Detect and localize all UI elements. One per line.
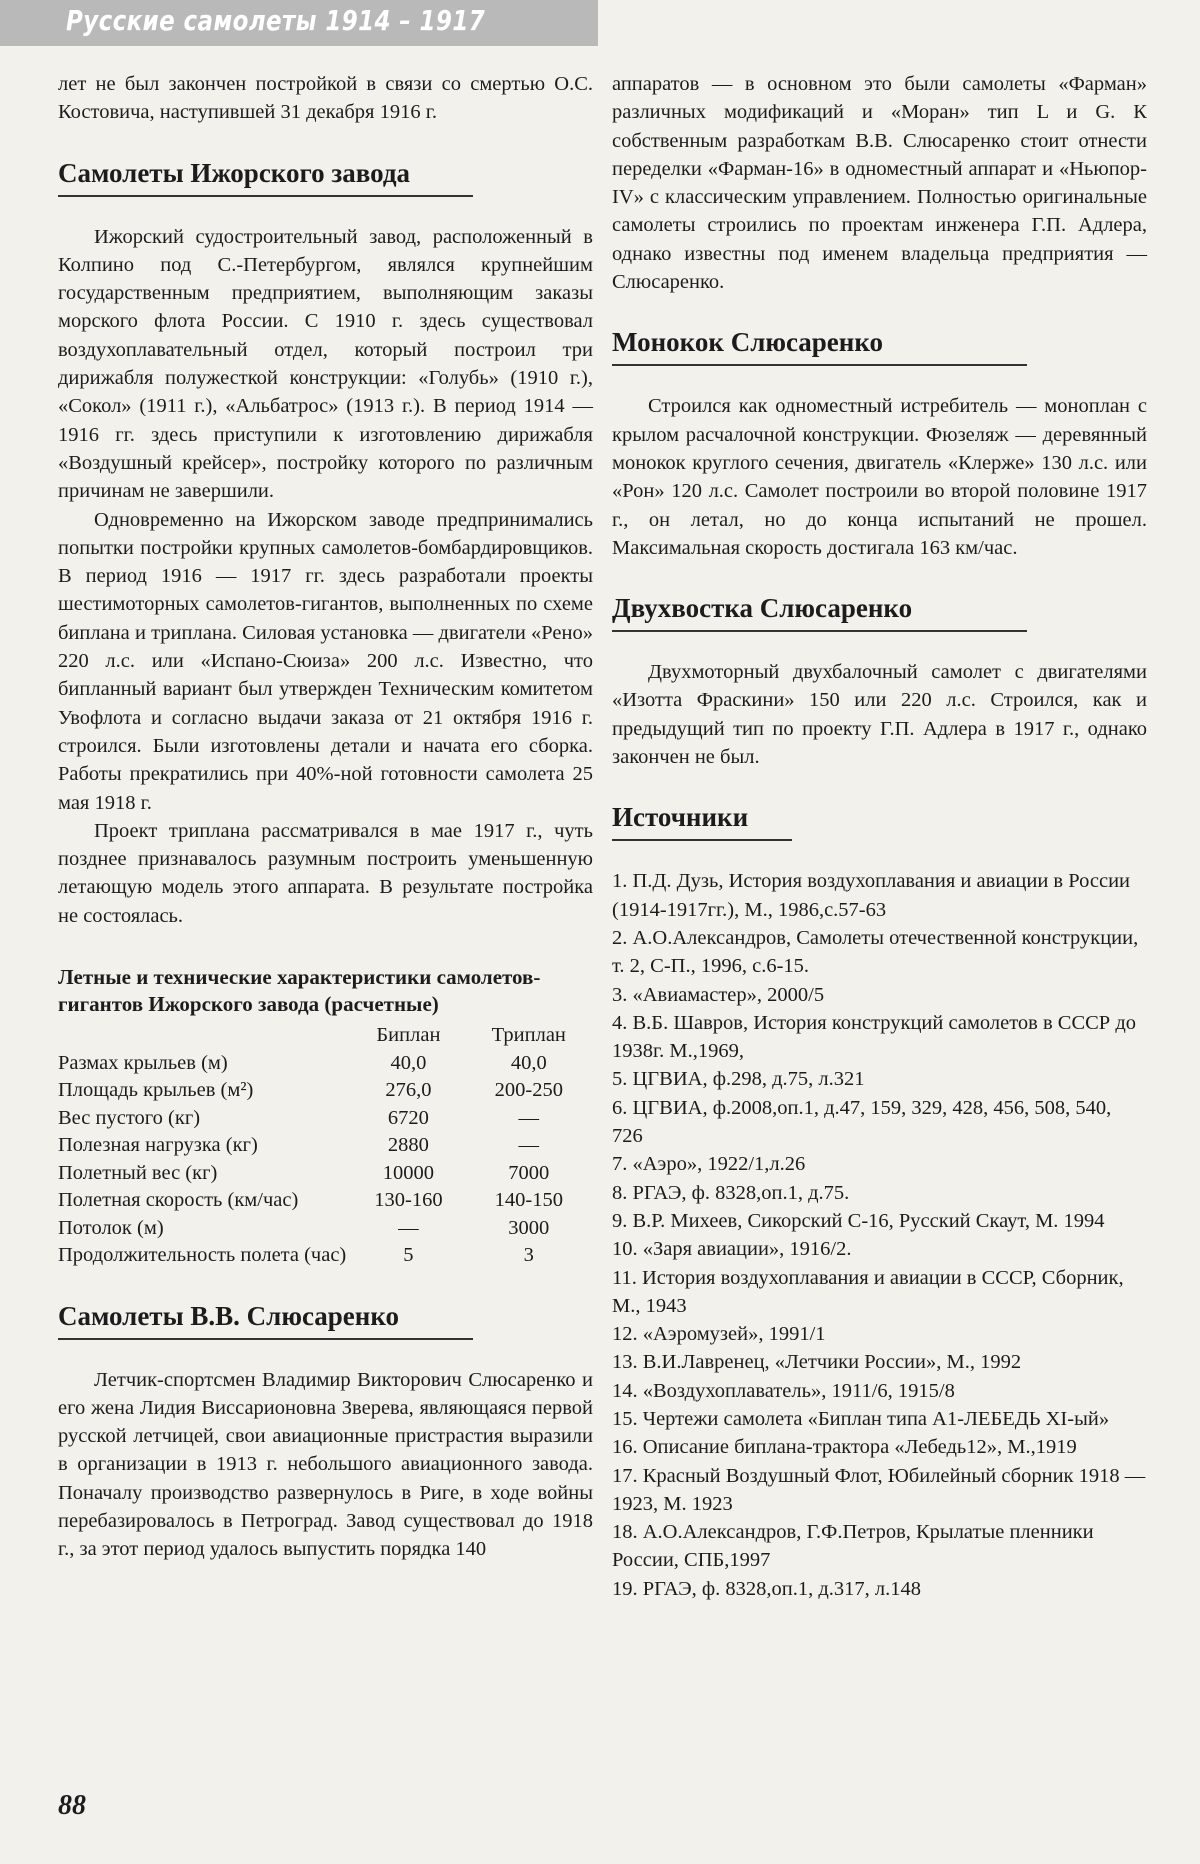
specs-param: Вес пустого (кг) [58,1106,201,1129]
specs-row [58,1187,593,1215]
specs-header-row [58,1022,593,1050]
specs-param: Продолжительность полета (час) [58,1244,347,1267]
source-item: 7. «Аэро», 1922/1,л.26 [612,1153,806,1176]
izhora-paragraph-2: Одновременно на Ижорском заводе предпринимались попытки постройки крупных самолетов-бомбардировщиков. В период 1916 — 1917 гг. здесь разработали проекты шестимоторных самолетов-гигантов, выполненных по схеме биплана и триплана. Силовая установка — двигатели «Рено» 220 л.с. или «Испано-Сюиза» 200 л.с. Известно, что бипланный вариант был утвержден Техническим комитетом Увофлота и согласно выдачи заказа от 21 октября 1916 г. строился. Были изготовлены детали и начата его сборка. Работы прекратились при 40%-ной готовности самолета 25 мая 1918 г. [58,508,593,814]
section-heading-izhora: Самолеты Ижорского завода [58,157,473,197]
source-item: 13. В.И.Лавренец, «Летчики России», М., 1992 [612,1351,1022,1374]
section-heading-twinboom: Двухвостка Слюсаренко [612,592,1027,632]
specs-table-title: Летные и технические характеристики самолетов-гигантов Ижорского завода (расчетные) [58,965,541,1017]
section-heading-monocoque: Монокок Слюсаренко [612,326,1027,366]
specs-header-biplane: Биплан [376,1024,441,1047]
sources-list [612,867,1147,1603]
source-item: 2. А.О.Александров, Самолеты отечественной конструкции, т. 2, С-П., 1996, с.6-15. [612,926,1139,978]
page-number: 88 [58,1790,86,1821]
specs-biplane-value: 5 [403,1244,414,1267]
specs-triplane-value: — [518,1134,540,1157]
specs-param: Размах крыльев (м) [58,1051,228,1074]
source-item: 8. РГАЭ, ф. 8328,оп.1, д.75. [612,1181,850,1204]
specs-triplane-value: 200-250 [494,1079,563,1102]
specs-table [58,1022,593,1270]
source-item: 19. РГАЭ, ф. 8328,оп.1, д.317, л.148 [612,1577,922,1600]
intro-paragraph: лет не был закончен постройкой в связи со смертью О.С. Костовича, наступившей 31 декабря 1916 г. [58,73,593,124]
specs-triplane-value: 3000 [508,1216,550,1239]
specs-param: Полетный вес (кг) [58,1161,218,1184]
source-item: 9. В.Р. Михеев, Сикорский С-16, Русский Скаут, М. 1994 [612,1209,1105,1232]
section-heading-sources: Источники [612,801,792,841]
specs-row [58,1050,593,1078]
source-item: 15. Чертежи самолета «Биплан типа А1-ЛЕБЕДЬ XI-ый» [612,1407,1110,1430]
source-item: 12. «Аэромузей», 1991/1 [612,1323,826,1346]
specs-param: Площадь крыльев (м²) [58,1079,254,1102]
source-item: 11. История воздухоплавания и авиации в СССР, Сборник, М., 1943 [612,1266,1124,1317]
specs-biplane-value: 10000 [382,1161,435,1184]
source-item: 3. «Авиамастер», 2000/5 [612,983,825,1006]
izhora-paragraph-1: Ижорский судостроительный завод, расположенный в Колпино под С.-Петербургом, являлся крупнейшим государственным предприятием, выполняющим заказы морского флота России. С 1910 г. здесь существовал воздухоплавательный отдел, который построил три дирижабля полужесткой конструкции: «Голубь» (1910 г.), «Сокол» (1911 г.), «Альбатрос» (1913 г.). В период 1914 — 1916 гг. здесь приступили к изготовлению дирижабля «Воздушный крейсер», постройку которого по различным причинам не завершили. [58,225,593,503]
twinboom-paragraph: Двухмоторный двухбалочный самолет с двигателями «Изотта Фраскини» 150 или 220 л.с. Строился, как и предыдущий тип по проекту Г.П. Адлера в 1917 г., однако закончен не был. [612,661,1147,769]
slyusarenko-paragraph-1: Летчик-спортсмен Владимир Викторович Слюсаренко и его жена Лидия Виссарионовна Зверева, являющаяся первой русской летчицей, свои авиационные пристрастия выразили в организации в 1913 г. небольшого авиационного завода. Поначалу производство развернулось в Риге, в ходе войны перебазировалось в Петроград. Завод существовал до 1918 г., за этот период удалось выпустить порядка 140 [58,1368,593,1561]
specs-biplane-value: 6720 [387,1106,429,1129]
izhora-paragraph-3: Проект триплана рассматривался в мае 1917 г., чуть позднее признавалось разумным построить уменьшенную летающую модель этого аппарата. В результате постройка не состоялась. [58,819,593,927]
source-item: 14. «Воздухоплаватель», 1911/6, 1915/8 [612,1379,955,1402]
left-column [58,70,593,1564]
specs-triplane-value: 40,0 [510,1051,547,1074]
continuation-paragraph: аппаратов — в основном это были самолеты «Фарман» различных модификаций и «Моран» тип L и G. К собственным разработкам В.В. Слюсаренко стоит отнести переделки «Фарман-16» в одноместный аппарат и «Ньюпор-IV» с классическим управлением. Полностью оригинальные самолеты строились по проектам инженера Г.П. Адлера, однако известны под именем владельца предприятия — Слюсаренко. [612,73,1147,294]
source-item: 18. А.О.Александров, Г.Ф.Петров, Крылатые пленники России, СПБ,1997 [612,1521,1094,1572]
specs-param: Полетная скорость (км/час) [58,1189,299,1212]
section-heading-slyusarenko: Самолеты В.В. Слюсаренко [58,1300,473,1340]
specs-header-param [58,1022,352,1050]
specs-param: Полезная нагрузка (кг) [58,1134,258,1157]
specs-triplane-value: 140-150 [494,1189,563,1212]
monocoque-paragraph: Строился как одноместный истребитель — моноплан с крылом расчалочной конструкции. Фюзеляж — деревянный монокок круглого сечения, двигатель «Клерже» 130 л.с. или «Рон» 120 л.с. Самолет построили во второй половине 1917 г., он летал, но до конца испытаний не прошел. Максимальная скорость достигала 163 км/час. [612,395,1147,559]
specs-biplane-value: 130-160 [374,1189,443,1212]
specs-biplane-value: 40,0 [390,1051,427,1074]
source-item: 10. «Заря авиации», 1916/2. [612,1238,852,1261]
specs-triplane-value: — [518,1106,540,1129]
specs-row [58,1105,593,1133]
specs-triplane-value: 3 [523,1244,534,1267]
source-item: 5. ЦГВИА, ф.298, д.75, л.321 [612,1068,865,1091]
specs-row [58,1215,593,1243]
right-column [612,70,1147,1603]
specs-header-triplane: Триплан [491,1024,566,1047]
source-item: 4. В.Б. Шавров, История конструкций самолетов в СССР до 1938г. М.,1969, [612,1011,1137,1063]
specs-row [58,1132,593,1160]
specs-biplane-value: — [398,1216,419,1239]
specs-biplane-value: 2880 [387,1134,429,1157]
specs-row [58,1160,593,1188]
specs-row [58,1242,593,1270]
source-item: 1. П.Д. Дузь, История воздухоплавания и авиации в России (1914-1917гг.), М., 1986,с.57-63 [612,870,1131,921]
specs-param: Потолок (м) [58,1216,164,1239]
running-header-title: Русские самолеты 1914 – 1917 [66,4,486,37]
source-item: 17. Красный Воздушный Флот, Юбилейный сборник 1918 — 1923, М. 1923 [612,1464,1146,1515]
running-header [0,0,598,46]
specs-triplane-value: 7000 [508,1161,550,1184]
specs-biplane-value: 276,0 [385,1079,432,1102]
source-item: 6. ЦГВИА, ф.2008,оп.1, д.47, 159, 329, 428, 456, 508, 540, 726 [612,1096,1112,1148]
specs-row [58,1077,593,1105]
source-item: 16. Описание биплана-трактора «Лебедь12», М.,1919 [612,1436,1077,1459]
